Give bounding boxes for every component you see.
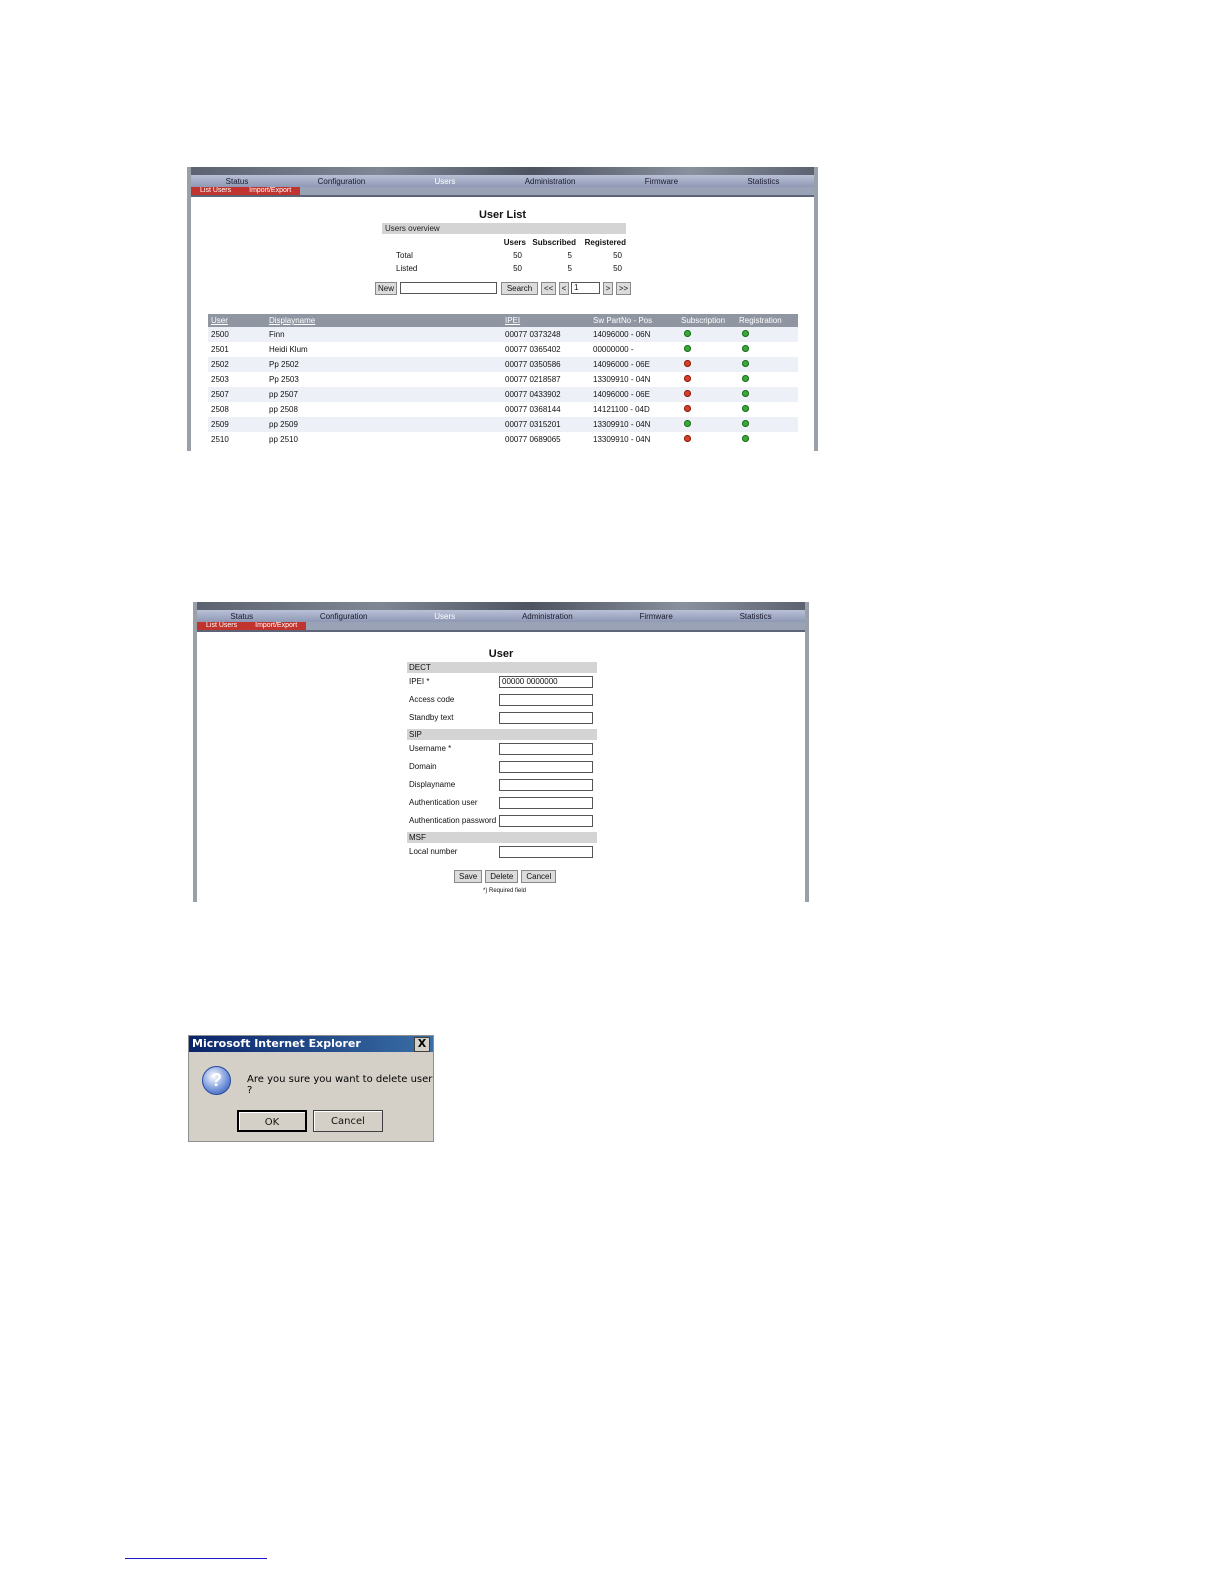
local-number-field[interactable]	[499, 846, 593, 858]
registration-status-icon	[742, 435, 749, 442]
menu-users[interactable]: Users	[434, 176, 456, 186]
cell-displayname: Pp 2503	[269, 375, 299, 384]
section-dect: DECT	[407, 662, 597, 673]
required-field-note: *) Required field	[483, 888, 527, 894]
dialog-message: Are you sure you want to delete user ?	[247, 1074, 433, 1096]
user-list-screenshot	[187, 167, 818, 451]
subscription-status-icon	[684, 330, 691, 337]
cell-subscription	[678, 327, 736, 342]
cell-subscription	[678, 357, 736, 372]
auth-password-field[interactable]	[499, 815, 593, 827]
question-icon: ?	[202, 1066, 231, 1095]
cell-user: 2509	[208, 417, 266, 432]
cell-ipei: 00077 0368144	[505, 405, 561, 414]
overview-value: 5	[567, 264, 572, 273]
section-sip: SIP	[407, 729, 597, 740]
subscription-status-icon	[684, 435, 691, 442]
subscription-status-icon	[684, 390, 691, 397]
cell-user: 2502	[208, 357, 266, 372]
col-subscription: Subscription	[678, 314, 736, 327]
registration-status-icon	[742, 405, 749, 412]
search-input[interactable]	[400, 282, 497, 294]
domain-field[interactable]	[499, 761, 593, 773]
username-field[interactable]	[499, 743, 593, 755]
form-buttons	[454, 870, 559, 883]
search-button[interactable]: Search	[501, 282, 538, 295]
cell-sw-partno: 14121100 - 04D	[593, 405, 650, 414]
subscription-status-icon	[684, 420, 691, 427]
cell-displayname: Heidi Klum	[269, 345, 308, 354]
dialog-titlebar	[189, 1036, 433, 1052]
cell-displayname: pp 2508	[269, 405, 298, 414]
cell-sw-partno: 14096000 - 06E	[590, 387, 678, 402]
username-label: Username *	[409, 744, 452, 753]
user-form	[407, 660, 597, 861]
table-row[interactable]	[208, 342, 798, 357]
col-registration: Registration	[736, 314, 798, 327]
registration-status-icon	[742, 420, 749, 427]
subtab-list-users[interactable]: List Users	[200, 187, 232, 194]
cell-ipei: 00077 0365402	[505, 345, 561, 354]
local-number-label: Local number	[409, 847, 458, 856]
cell-sw-partno: 14096000 - 06N	[590, 327, 678, 342]
cell-user: 2508	[211, 405, 229, 414]
overview-value: 5	[567, 251, 572, 260]
subscription-status-icon	[684, 360, 691, 367]
cell-displayname: pp 2509	[266, 417, 502, 432]
col-ipei[interactable]: IPEI	[502, 314, 590, 327]
table-row[interactable]	[208, 372, 798, 387]
cell-subscription	[678, 387, 736, 402]
overview-value: 50	[613, 264, 622, 273]
menu-configuration[interactable]: Configuration	[317, 176, 366, 186]
cell-ipei: 00077 0689065	[505, 435, 561, 444]
last-page-button[interactable]: >>	[616, 282, 631, 295]
cell-ipei: 00077 0373248	[502, 327, 590, 342]
dialog-cancel-button[interactable]: Cancel	[313, 1110, 383, 1132]
cell-displayname: Finn	[266, 327, 502, 342]
cell-sw-partno: 13309910 - 04N	[593, 435, 651, 444]
main-menu	[191, 175, 814, 187]
dialog-title: Microsoft Internet Explorer	[192, 1037, 361, 1050]
subscription-status-icon	[684, 405, 691, 412]
cell-subscription	[678, 342, 736, 357]
cell-user: 2503	[211, 375, 229, 384]
subtab-list-users[interactable]: List Users	[206, 622, 238, 629]
overview-value: 50	[513, 251, 522, 260]
page-title: User	[488, 648, 514, 660]
cell-ipei: 00077 0218587	[505, 375, 561, 384]
registration-status-icon	[742, 360, 749, 367]
cell-registration	[736, 402, 798, 417]
cell-ipei: 00077 0350586	[502, 357, 590, 372]
subtab-import-export[interactable]: Import/Export	[249, 187, 292, 194]
cell-user: 2507	[208, 387, 266, 402]
cell-registration	[736, 327, 798, 342]
menu-statistics[interactable]: Statistics	[739, 611, 772, 621]
auth-user-field[interactable]	[499, 797, 593, 809]
menu-firmware[interactable]: Firmware	[639, 611, 673, 621]
subscription-status-icon	[684, 345, 691, 352]
registration-status-icon	[742, 330, 749, 337]
cell-sw-partno: 14096000 - 06E	[590, 357, 678, 372]
menu-configuration[interactable]: Configuration	[319, 611, 368, 621]
menu-administration[interactable]: Administration	[521, 611, 573, 621]
cancel-button[interactable]: Cancel	[521, 870, 556, 883]
overview-header: Users overview	[382, 223, 626, 234]
cell-ipei: 00077 0433902	[502, 387, 590, 402]
section-msf: MSF	[407, 832, 597, 843]
registration-status-icon	[742, 390, 749, 397]
user-form-screenshot	[193, 602, 809, 902]
close-icon[interactable]: X	[414, 1037, 430, 1052]
cell-subscription	[678, 432, 736, 447]
overview-value: 50	[613, 251, 622, 260]
col-displayname[interactable]: Displayname	[266, 314, 502, 327]
cell-subscription	[678, 417, 736, 432]
subscription-status-icon	[684, 375, 691, 382]
registration-status-icon	[742, 345, 749, 352]
cell-registration	[736, 417, 798, 432]
overview-col-users: Users	[503, 238, 526, 247]
menu-status[interactable]: Status	[225, 176, 249, 186]
overview-row-label: Total	[396, 251, 413, 260]
ipei-field[interactable]: 00000 0000000	[499, 676, 593, 688]
cell-displayname: Pp 2502	[266, 357, 502, 372]
cell-registration	[736, 357, 798, 372]
col-sw-partno: Sw PartNo - Pos	[590, 314, 678, 327]
table-row[interactable]	[208, 387, 798, 402]
users-table	[208, 314, 798, 447]
header-banner	[197, 602, 805, 610]
cell-subscription	[678, 372, 736, 387]
footnote-separator	[125, 1558, 267, 1559]
displayname-field[interactable]	[499, 779, 593, 791]
cell-subscription	[678, 402, 736, 417]
save-button[interactable]: Save	[454, 870, 482, 883]
cell-sw-partno: 00000000 -	[593, 345, 634, 354]
ipei-label: IPEI *	[409, 677, 430, 686]
users-overview	[382, 223, 626, 273]
table-row[interactable]	[208, 402, 798, 417]
menu-status[interactable]: Status	[230, 611, 254, 621]
menu-firmware[interactable]: Firmware	[644, 176, 679, 186]
auth-password-label: Authentication password	[409, 816, 497, 825]
access-code-label: Access code	[409, 695, 455, 704]
overview-col-registered: Registered	[584, 238, 626, 247]
overview-row-label: Listed	[396, 264, 418, 273]
cell-registration	[736, 342, 798, 357]
overview-col-subscribed: Subscribed	[532, 238, 576, 247]
cell-registration	[736, 372, 798, 387]
access-code-field[interactable]	[499, 694, 593, 706]
cell-ipei: 00077 0315201	[502, 417, 590, 432]
new-button[interactable]: New	[375, 282, 397, 295]
table-row[interactable]	[208, 327, 798, 342]
ok-button[interactable]: OK	[237, 1110, 307, 1132]
cell-registration	[736, 387, 798, 402]
cell-user: 2510	[211, 435, 229, 444]
cell-user: 2501	[211, 345, 229, 354]
cell-registration	[736, 432, 798, 447]
prev-page-button[interactable]: <	[559, 282, 569, 295]
cell-sw-partno: 13309910 - 04N	[590, 417, 678, 432]
menu-administration[interactable]: Administration	[524, 176, 576, 186]
menu-users[interactable]: Users	[434, 611, 456, 621]
sub-menu	[197, 622, 805, 632]
table-row[interactable]	[208, 417, 798, 432]
standby-text-field[interactable]	[499, 712, 593, 724]
domain-label: Domain	[409, 762, 437, 771]
sub-menu	[191, 187, 814, 197]
page-input[interactable]: 1	[571, 282, 600, 294]
menu-statistics[interactable]: Statistics	[747, 176, 780, 186]
main-menu	[197, 610, 805, 622]
confirm-delete-dialog	[188, 1035, 434, 1142]
col-user[interactable]: User	[208, 314, 266, 327]
registration-status-icon	[742, 375, 749, 382]
cell-displayname: pp 2507	[266, 387, 502, 402]
auth-user-label: Authentication user	[409, 798, 478, 807]
first-page-button[interactable]: <<	[541, 282, 556, 295]
table-row[interactable]	[208, 432, 798, 447]
standby-text-label: Standby text	[409, 713, 454, 722]
cell-sw-partno: 13309910 - 04N	[593, 375, 651, 384]
cell-displayname: pp 2510	[269, 435, 298, 444]
header-banner	[191, 167, 814, 175]
cell-user: 2500	[208, 327, 266, 342]
table-row[interactable]	[208, 357, 798, 372]
next-page-button[interactable]: >	[603, 282, 613, 295]
page-title: User List	[478, 209, 527, 221]
overview-value: 50	[513, 264, 522, 273]
delete-button[interactable]: Delete	[485, 870, 518, 883]
displayname-label: Displayname	[409, 780, 456, 789]
subtab-import-export[interactable]: Import/Export	[255, 622, 298, 629]
